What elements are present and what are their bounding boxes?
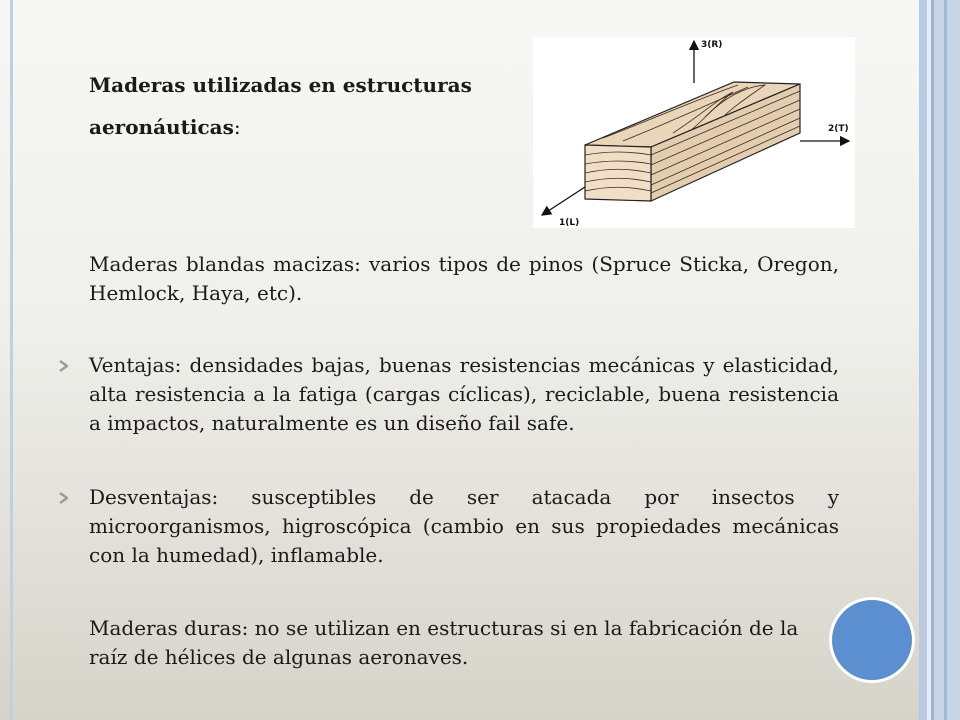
advantages-bullet: Ventajas: densidades bajas, buenas resistencias mecánicas y elasticidad, alta resistencia a la fatiga (cargas cíclicas), reciclable, buena resistencia a impactos, naturalmente es un diseño fail safe.	[89, 353, 839, 435]
softwood-paragraph: Maderas blandas macizas: varios tipos de pinos (Spruce Sticka, Oregon, Hemlock, Haya, etc).	[89, 252, 839, 305]
right-border-band	[919, 0, 927, 720]
decorative-circle	[829, 597, 915, 683]
title-line-2-text: aeronáuticas	[89, 115, 234, 139]
right-border-band	[934, 0, 960, 720]
title-line-2	[89, 106, 472, 148]
radial-axis-label: 3(R)	[701, 40, 723, 50]
left-border-line	[10, 0, 13, 720]
title-colon: :	[233, 115, 241, 139]
longitudinal-axis-label: 1(L)	[559, 218, 580, 228]
wood-grain-axes-diagram	[533, 37, 855, 228]
tangential-axis-label: 2(T)	[828, 124, 849, 134]
slide-title	[89, 64, 472, 148]
title-line-1: Maderas utilizadas en estructuras	[89, 73, 472, 97]
right-border-band	[944, 0, 947, 720]
arrow-bullet-icon	[57, 491, 71, 505]
arrow-bullet-icon	[57, 359, 71, 373]
disadvantages-bullet: Desventajas: susceptibles de ser atacada por insectos y microorganismos, higroscópica (cambio en sus propiedades mecánicas con la humedad), inflamable.	[89, 485, 839, 567]
longitudinal-axis-arrow	[542, 187, 585, 215]
hardwood-paragraph: Maderas duras: no se utilizan en estructuras si en la fabricación de la raíz de hélices de algunas aeronaves.	[89, 616, 799, 669]
